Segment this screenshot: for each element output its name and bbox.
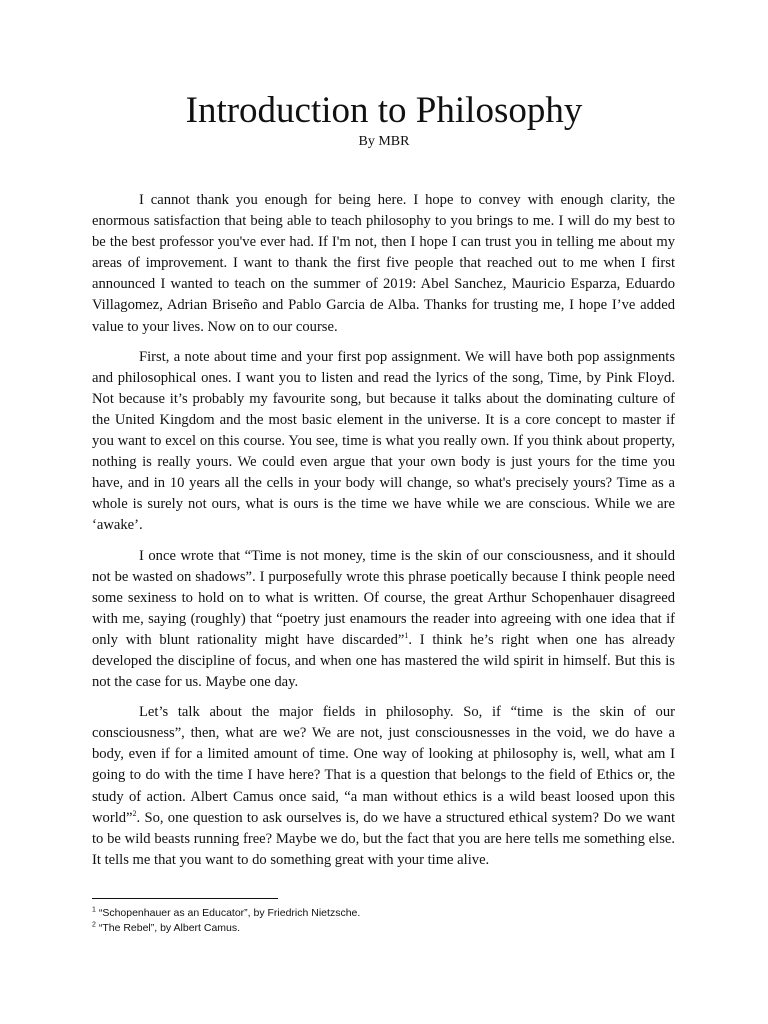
author-byline: By MBR	[358, 134, 410, 149]
page-title: Introduction to Philosophy	[185, 90, 583, 131]
paragraph-text: . So, one question to ask ourselves is, do we have a structured ethical system? Do we want to be wild beasts running free? Maybe we do, but the fact that you are here tells me something else. It tells me that you want to do something great with your time alive.	[92, 809, 675, 868]
paragraph-text: First, a note about time and your first pop assignment. We will have both pop assignments and philosophical ones. I want you to listen and read the lyrics of the song, Time, by Pink Floyd. Not because it’s probably my favourite song, but because it talks about the dominating culture of the United Kingdom and the most basic element in the universe. It is a core concept to master if you want to excel on this course. You see, time is what you really own. If you think about property, nothing is really yours. We could even argue that your own body is just yours for the time you have, and in 10 years all the cells in your body will change, so what's precisely yours? Time as a whole is surely not ours, what is ours is the time we have while we are conscious. While we are ‘awake’.	[92, 348, 675, 534]
paragraph-text: I once wrote that “Time is not money, time is the skin of our consciousness, and it should not be wasted on shadows”. I purposefully wrote this phrase poetically because I think people need some sexiness to hold on to what is written. Of course, the great Arthur Schopenhauer disagreed with me, saying (roughly) that “poetry just enamours the reader into agreeing with one idea that if only with blunt rationality might have discarded”	[92, 547, 675, 648]
paragraph	[92, 546, 675, 694]
footnote-divider	[92, 898, 278, 899]
footnote-number: 2	[92, 921, 96, 929]
paragraph-text: I cannot thank you enough for being here. I hope to convey with enough clarity, the enormous satisfaction that being able to teach philosophy to you brings to me. I will do my best to be the best professor you've ever had. If I'm not, then I hope I can trust you in telling me about my areas of improvement. I want to thank the first five people that reached out to me when I first announced I wanted to teach on the summer of 2019: Abel Sanchez, Mauricio Esparza, Eduardo Villagomez, Adrian Briseño and Pablo Garcia de Alba. Thanks for trusting me, I hope I’ve added value to your lives. Now on to our course.	[92, 192, 675, 335]
footnote-number: 1	[92, 906, 96, 914]
footnote-reference[interactable]: 2	[132, 808, 137, 818]
body-text	[92, 190, 675, 880]
footnote-reference[interactable]: 1	[404, 631, 409, 641]
footnote	[92, 906, 675, 921]
footnote-text: “Schopenhauer as an Educator”, by Friedrich Nietzsche.	[95, 907, 361, 919]
footnotes	[92, 906, 675, 936]
paragraph-text: . I think he’s right when one has already developed the discipline of focus, and when one has mastered the wild spirit in himself. But this is not the case for us. Maybe one day.	[92, 631, 675, 691]
paragraph	[92, 190, 675, 338]
footnote-text: “The Rebel”, by Albert Camus.	[95, 922, 241, 934]
paragraph	[92, 702, 675, 871]
footnote	[92, 921, 675, 936]
paragraph	[92, 347, 675, 537]
paragraph-text: Let’s talk about the major fields in philosophy. So, if “time is the skin of our consciousness”, then, what are we? We are not, just consciousnesses in the void, we do have a body, even if for a limited amount of time. One way of looking at philosophy is, well, what am I going to do with the time I have here? That is a question that belongs to the field of Ethics or, the study of action. Albert Camus once said, “a man without ethics is a wild beast loosed upon this world”	[92, 704, 675, 826]
